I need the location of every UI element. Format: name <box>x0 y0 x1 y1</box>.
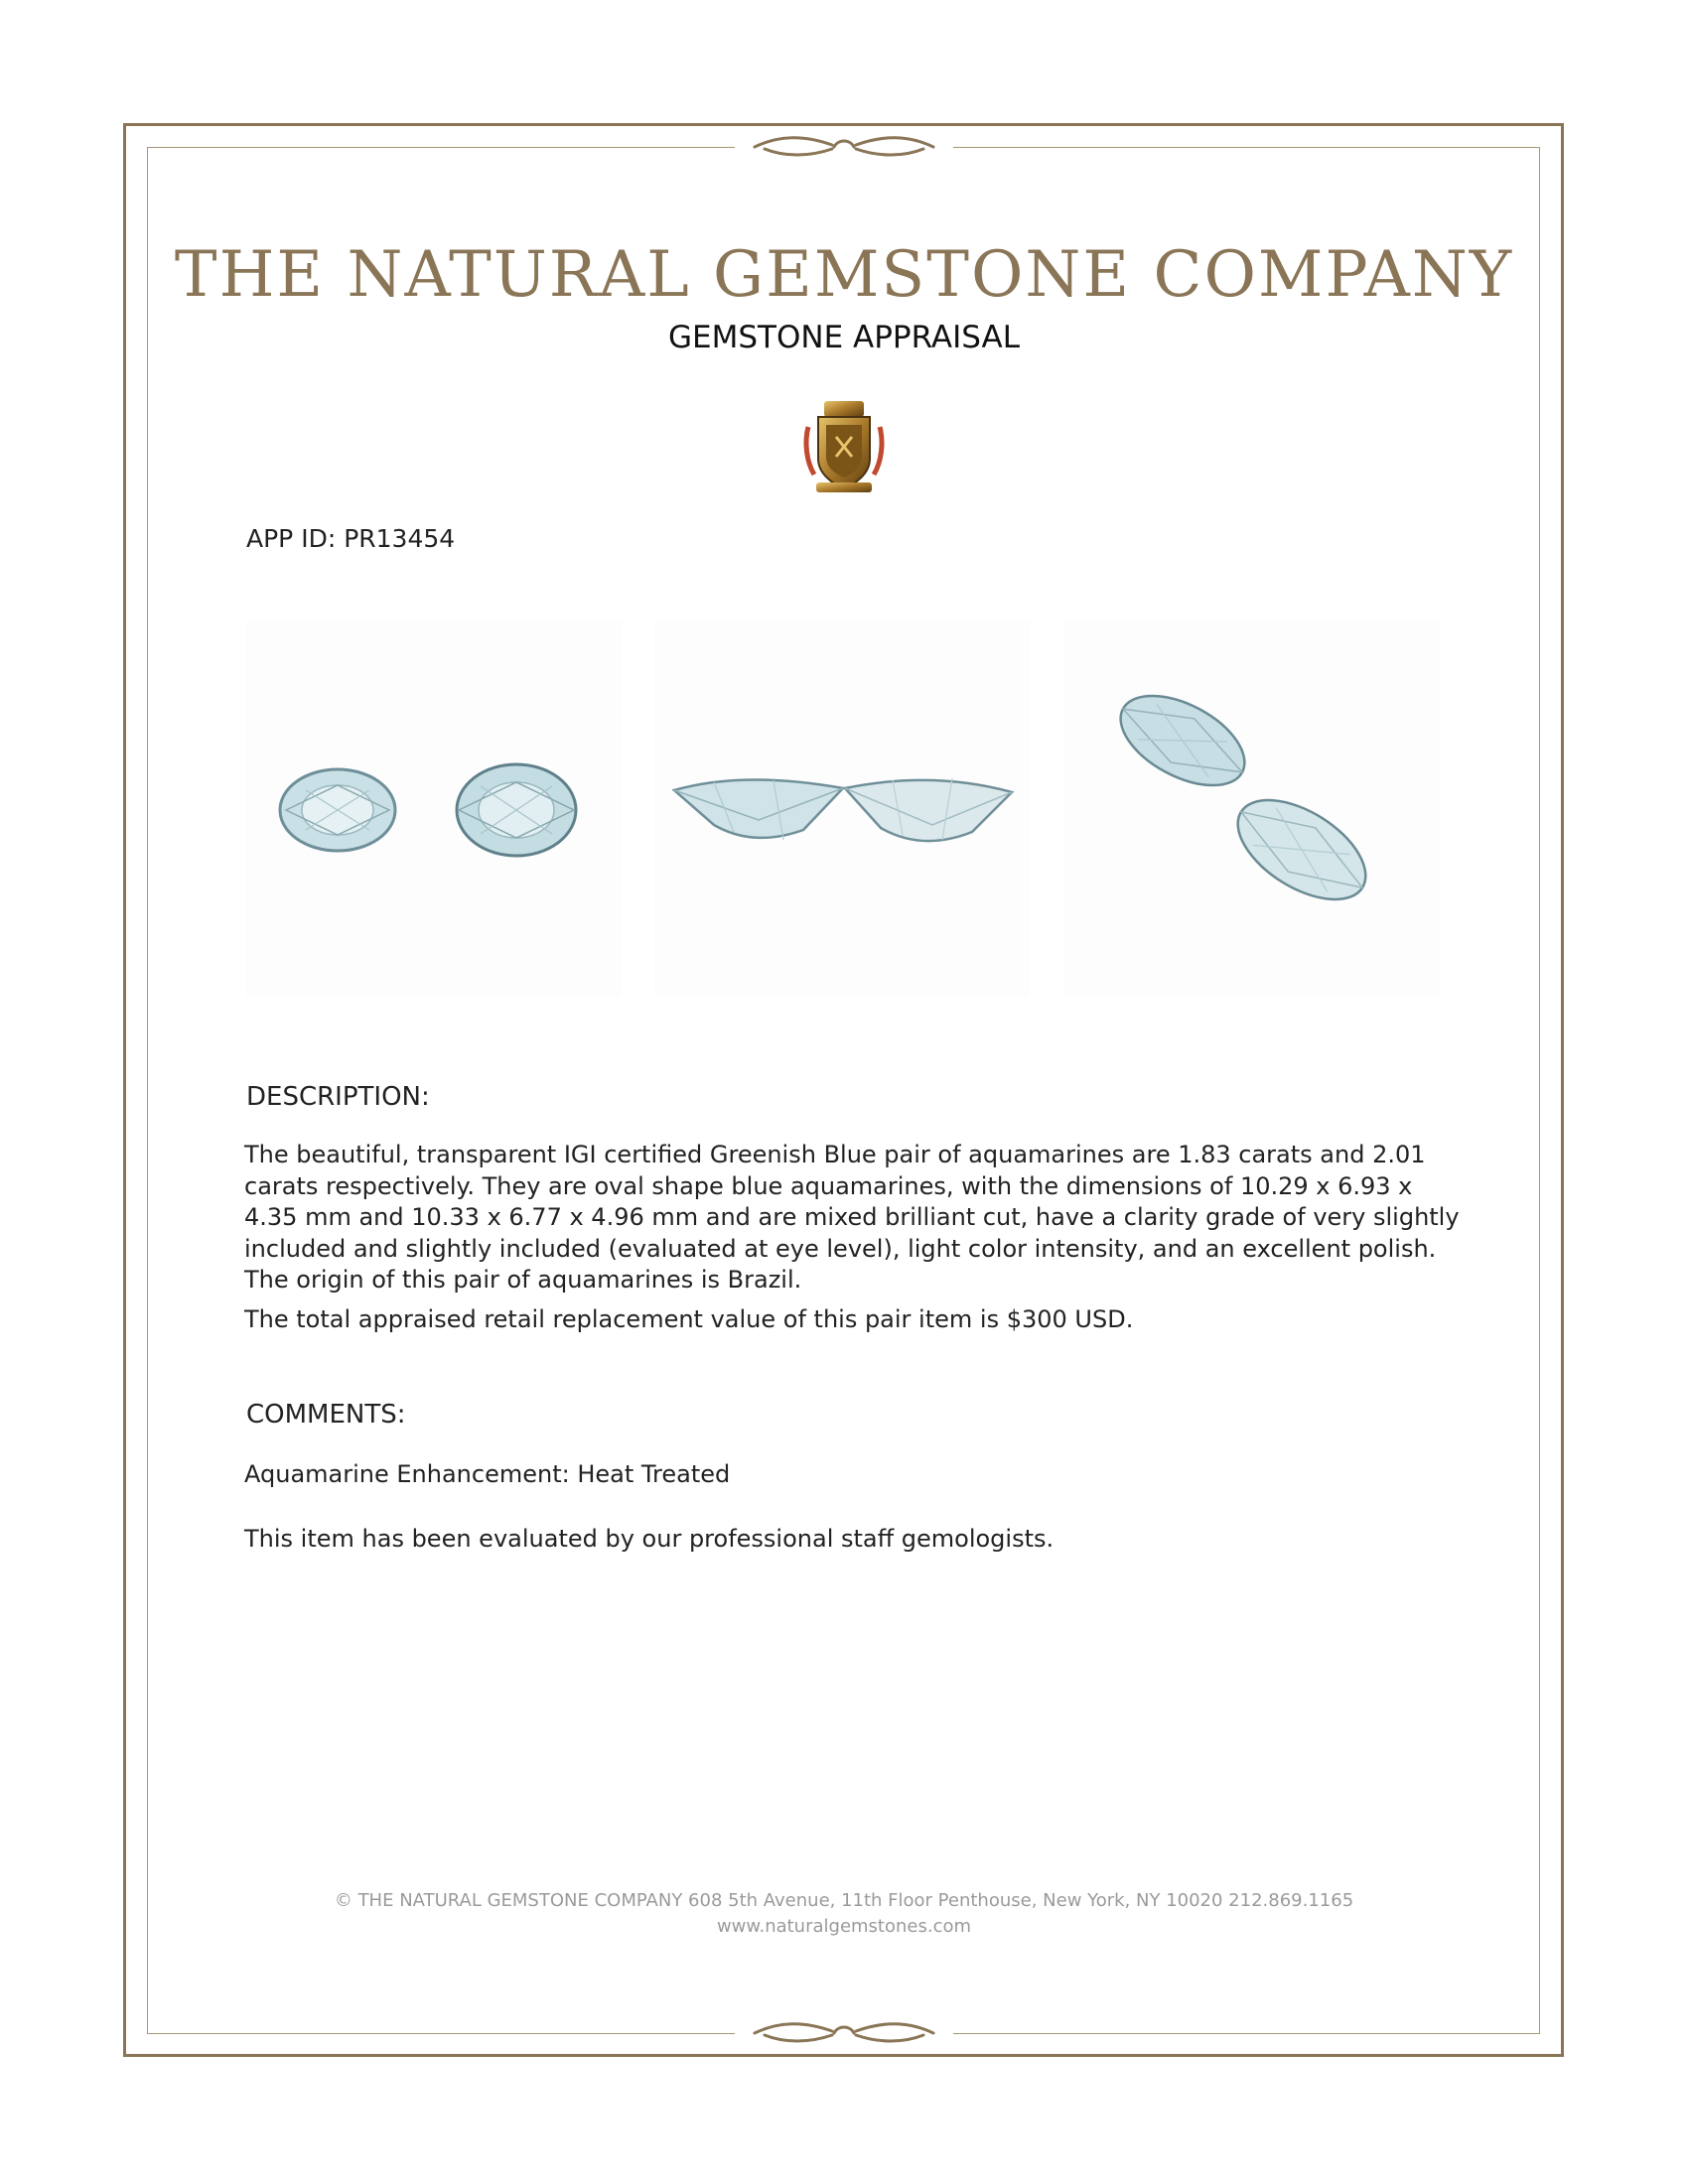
footer-address: © THE NATURAL GEMSTONE COMPANY 608 5th Avenue, 11th Floor Penthouse, New York, NY 10020 212.869.1165 <box>334 1890 1354 1911</box>
comments-heading: COMMENTS: <box>246 1400 406 1430</box>
description-text: The beautiful, transparent IGI certified Greenish Blue pair of aquamarines are 1.83 carats and 2.01 carats respectively. They are oval shape blue aquamarines, with the dimensions of 10.29 x 6.93 x 4.35 mm and 10.33 x 6.77 x 4.96 mm and are mixed brilliant cut, have a clarity grade of very slightly included and slightly included (evaluated at eye level), light color intensity, and an excellent polish. The origin of this pair of aquamarines is Brazil. <box>244 1141 1460 1294</box>
app-id: APP ID: PR13454 <box>246 524 456 553</box>
company-name: THE NATURAL GEMSTONE COMPANY <box>174 238 1514 312</box>
crest-logo-icon <box>802 397 886 496</box>
enhancement-comment: Aquamarine Enhancement: Heat Treated <box>244 1460 731 1488</box>
gem-photo-angled-view <box>1063 621 1439 997</box>
value-statement: The total appraised retail replacement value of this pair item is $300 USD. <box>244 1305 1134 1333</box>
bottom-ornament-icon <box>735 2013 953 2053</box>
document-title: GEMSTONE APPRAISAL <box>668 320 1020 355</box>
footer-website[interactable]: www.naturalgemstones.com <box>716 1916 972 1937</box>
description-heading: DESCRIPTION: <box>246 1082 430 1112</box>
top-ornament-icon <box>735 127 953 167</box>
gem-photo-side-view <box>654 621 1030 997</box>
evaluation-comment: This item has been evaluated by our professional staff gemologists. <box>244 1525 1055 1553</box>
gem-photo-top-view <box>246 621 622 997</box>
